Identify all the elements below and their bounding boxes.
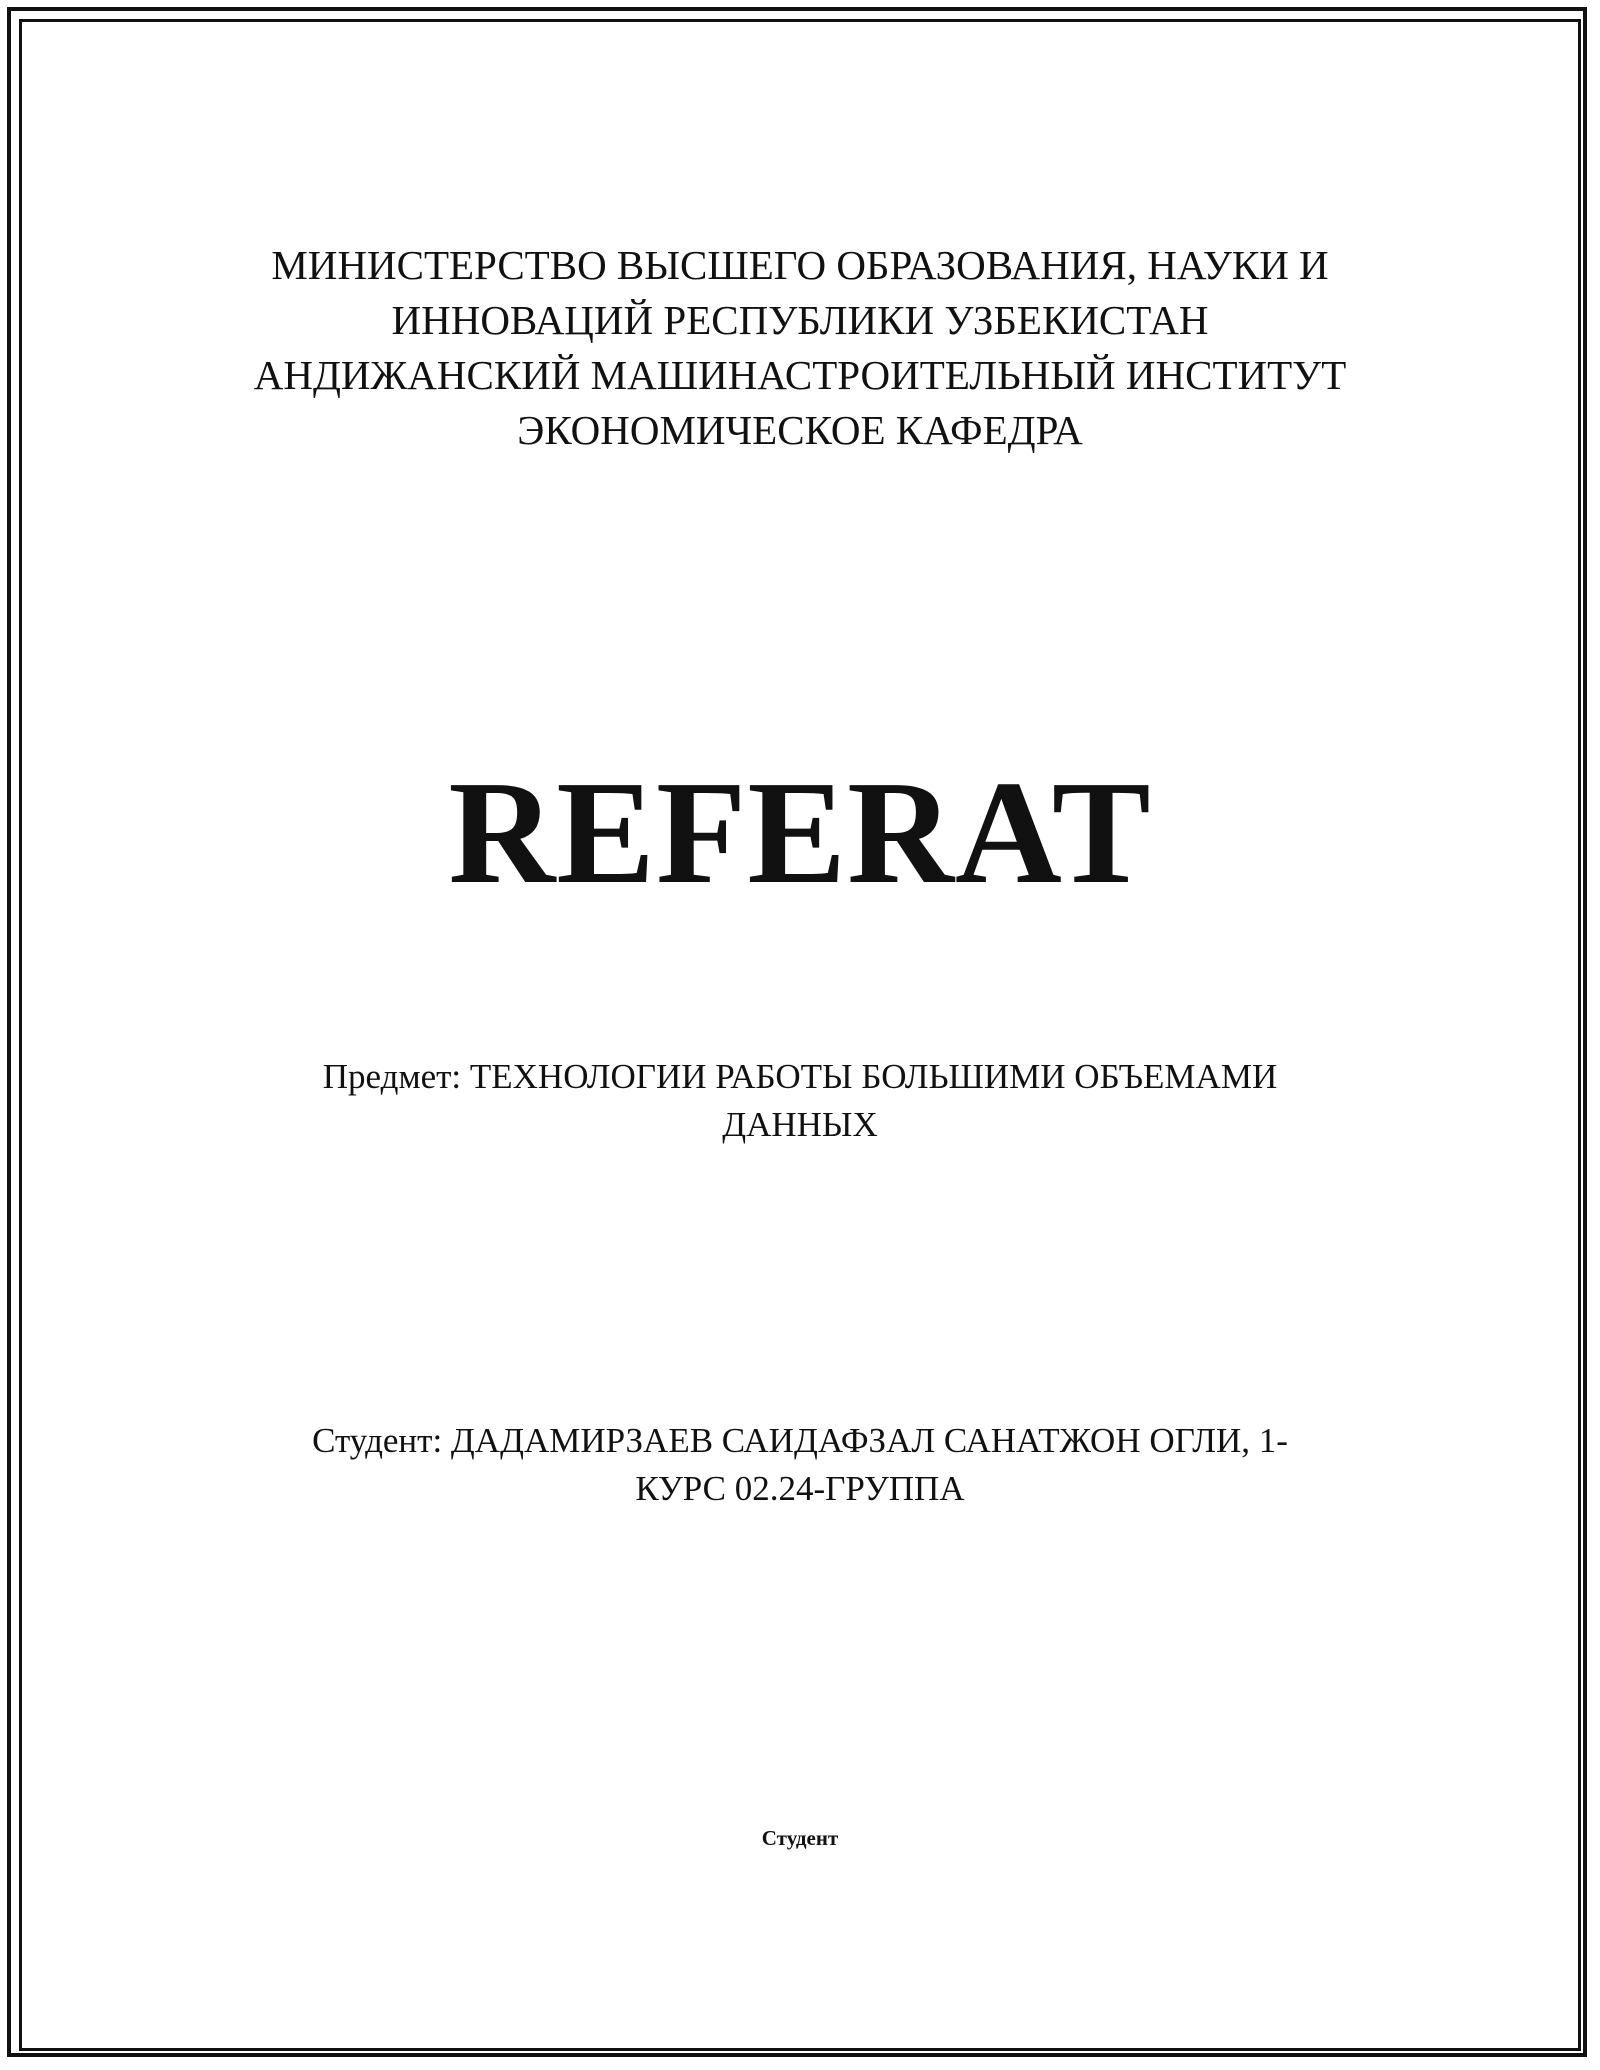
subject-block — [0, 1053, 1600, 1149]
student-line-2: КУРС 02.24-ГРУППА — [635, 1469, 965, 1508]
footer-label: Студент — [761, 1826, 839, 1850]
institution-header — [0, 238, 1600, 458]
subject-line-2: ДАННЫХ — [722, 1105, 878, 1144]
student-line-1: Студент: ДАДАМИРЗАЕВ САИДАФЗАЛ САНАТЖОН ОГЛИ, 1- — [312, 1421, 1288, 1460]
header-line-institute: АНДИЖАНСКИЙ МАШИНАСТРОИТЕЛЬНЫЙ ИНСТИТУТ — [253, 352, 1347, 398]
subject-line-1: Предмет: ТЕХНОЛОГИИ РАБОТЫ БОЛЬШИМИ ОБЪЕМАМИ — [322, 1057, 1278, 1096]
document-title: REFERAT — [448, 751, 1152, 915]
header-line-republic: ИННОВАЦИЙ РЕСПУБЛИКИ УЗБЕКИСТАН — [391, 297, 1209, 343]
header-line-ministry: МИНИСТЕРСТВО ВЫСШЕГО ОБРАЗОВАНИЯ, НАУКИ И — [271, 242, 1329, 288]
header-line-department: ЭКОНОМИЧЕСКОЕ КАФЕДРА — [517, 407, 1083, 453]
student-block — [0, 1417, 1600, 1513]
